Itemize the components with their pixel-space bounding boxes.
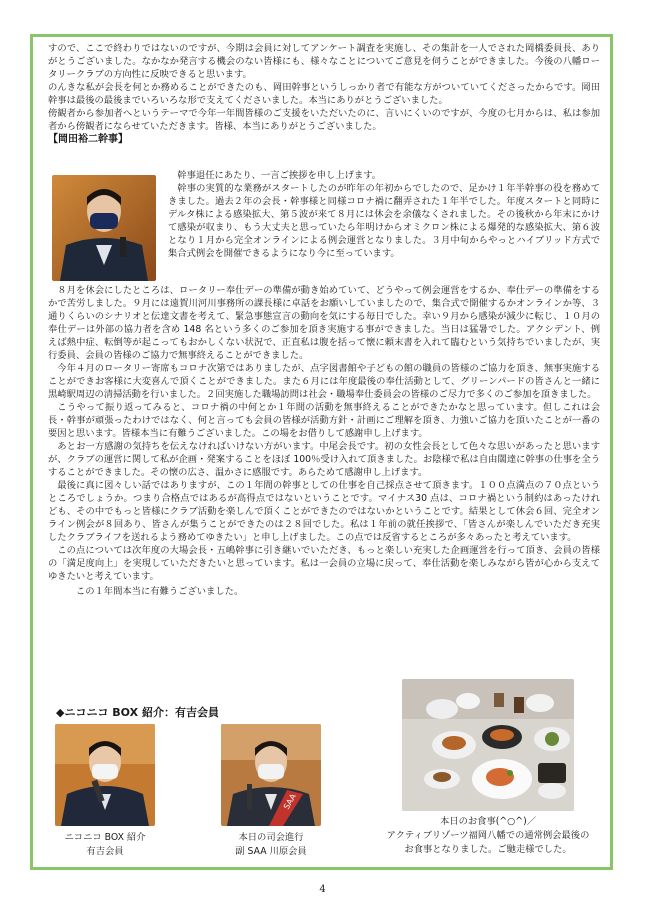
body-paragraph: こうやって振り返ってみると、コロナ禍の中何とか１年間の活動を無事終えることができたかなと思っています。但しこれは会長・幹事が頑張ったわけではなく、何と言っても会員の皆様が活動方針・計画にご理解を頂き、力強いご協力を頂いたことが一番の要因と思います。皆様本当に有難うございました。この場をお借りして感謝申し上げます。 xyxy=(48,402,600,439)
page-number: 4 xyxy=(319,884,326,895)
article-body xyxy=(48,42,600,147)
sash-text: SAA xyxy=(281,792,298,811)
caption-line: お食事となりました。ご馳走様でした。 xyxy=(404,844,572,855)
section-title: 【岡田裕二幹事】 xyxy=(48,134,128,145)
body-paragraph: この点については次年度の大場会長・五嶋幹事に引き継いでいただき、もっと楽しい充実した企画運営を行って頂き、会員の皆様の「満足度向上」を実現していただきたいと思っています。私は一会員の立場に戻って、奉仕活動を楽しみながら皆が心から支えてゆきたいと考えています。 xyxy=(48,545,600,582)
body-paragraph: 今年４月のロータリー寄席もコロナ次第ではありましたが、点字図書館や子どもの館の職員の皆様のご協力を頂き、無事実施することができお客様に大変喜んで頂くことができました。また６月には年度最後の奉仕活動として、グリーンパードの皆さんと一緒に黒崎駅周辺の清掃活動を行いました。２回実施した職場訪問は社会・職場奉仕委員会の皆様のご尽力で多くのご参加を頂きました。 xyxy=(48,363,600,400)
caption-line: アクティブリゾーツ福岡八幡での通常例会最後の xyxy=(386,830,590,841)
intro-paragraph: すので、ここで終わりではないのですが、今期は会員に対してアンケート調査を実施し、その集計を一人でされた岡橋委員長、ありがとうございました。なかなか発言する機会のない皆様にも、様々なことについてご意見を伺うことができました。今後の八幡ロータリークラブの方向性に反映できると思います。 xyxy=(48,43,600,80)
caption-photo-ariyoshi xyxy=(45,831,165,859)
caption-photo-kawahara xyxy=(206,831,336,859)
body-paragraph: あとお一方感謝の気持ちを伝えなければいけない方がいます。中尾会長です。初の女性会長として色々な思いがあったと思いますが、クラブの運営に関して私が企画・発案することをほぼ 100％受け入れて頂きました。お陰様で私は自由闊達に幹事の仕事を全うすることができました。その懐の広さ、温かさに感服です。あらためて感謝申し上げます。 xyxy=(48,441,600,478)
caption-line: 本日のお食事(^○^)／ xyxy=(439,816,537,827)
body-paragraph: ８月を休会にしたところは、ロータリー奉仕デーの準備が動き始めていて、どうやって例会運営をするか、奉仕デーの準備をするかで苦労しました。９月には遠賀川河川事務所の課長様に卓話をお願いしていましたので、集合式で開催するかオンラインか等、３通りくらいのシナリオと伝達文書を考えて、緊急事態宣言の動向を気にする毎日でした。幸い９月から感染が減少に転じ、１０月の奉仕デーは外部の協力者を含め 148 名という多くのご参加を頂き実施する事ができました。当日は猛暑でした。アクシデント、例えば熱中症、転倒等が起こってもおかしくない状況で、正直私は腹を括って懐に頼末書を入れて臨むという気持ちでいましたが、実行委員、会員の皆様のご協力で無事終えることができました。 xyxy=(48,285,600,361)
caption-line: 本日の司会進行 xyxy=(238,832,304,843)
caption-line: 有吉会員 xyxy=(86,846,124,857)
closing-line: この１年間本当に有難うございました。 xyxy=(75,586,244,597)
photo-meal xyxy=(402,679,574,811)
nikoniko-box-title: ◆ニコニコ BOX 紹介：有吉会員 xyxy=(56,706,219,719)
portrait-photo-okada xyxy=(52,175,156,281)
body-paragraph: 幹事の実質的な業務がスタートしたのが昨年の年初からでしたので、足かけ１年半幹事の役を務めてきました。過去２年の会長・幹事様と同様コロナ禍に翻弄された１年半でした。年度スタートと同時にデルタ株による感染拡大、第５波が来て８月には休会を余儀なくされました。その後秋から年末にかけて感染が収まり、もう大丈夫と思っていたら年明けからオミクロン株による爆発的な感染拡大、第６波となり１月から完全オンラインによる例会運営となりました。３月中旬からやっとハイブリッド方式で集合式例会を開催できるようになり今に至っています。 xyxy=(168,183,600,259)
photo-kawahara xyxy=(221,724,321,826)
article-body-full xyxy=(48,284,600,598)
intro-paragraph: 傍観者から参加者へというテーマで今年一年間皆様のご支援をいただいたのに、言いにくいのですが、今度の七月からは、私は参加者から傍観者にならせていただきます。皆様、本当にありがとうございました。 xyxy=(48,108,600,132)
caption-line: 副 SAA 川原会員 xyxy=(235,846,307,857)
article-body-top xyxy=(168,169,600,260)
caption-line: ニコニコ BOX 紹介 xyxy=(64,832,146,843)
intro-paragraph: のんきな私が会長を何とか務めることができたのも、岡田幹事というしっかり者で有能な方がついていてくださったからです。岡田幹事は最後の最後までいろいろな形で支えてくださいました。本当にありがとうございました。 xyxy=(48,82,600,106)
photo-ariyoshi xyxy=(55,724,155,826)
greeting-line: 幹事退任にあたり、一言ご挨拶を申し上げます。 xyxy=(177,170,382,181)
caption-photo-meal xyxy=(350,815,626,857)
body-paragraph: 最後に真に図々しい話ではありますが、この１年間の幹事としての仕事を自己採点させて頂きます。１００点満点の７０点というところでしょうか。つまり合格点ではあるが高得点ではないということです。マイナス30 点は、コロナ禍という制約はあったけれども、その中でもっと皆様にクラブ活動を楽しんで頂くことができたのではないかということです。結果として休会６回、完全オンライン例会が８回あり、皆さんが集うことができたのは２８回でした。私は１年前の就任挨拶で、「皆さんが楽しんでいただき充実したクラブライフを送れるよう務めてゆきたい」と申し上げました。この点では反省するところが多々あったと考えています。 xyxy=(48,480,600,543)
